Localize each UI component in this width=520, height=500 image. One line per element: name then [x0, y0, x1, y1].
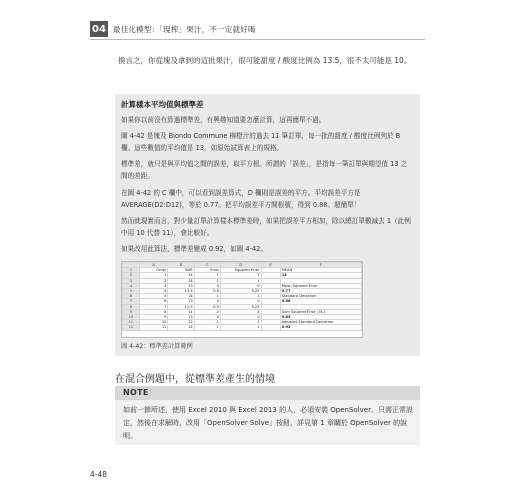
table-cell: 13 [168, 283, 194, 288]
note-header [115, 386, 420, 400]
table-cell: Sum Squared Error / N-1 [280, 309, 361, 314]
table-cell: 11 [139, 325, 168, 330]
row-header-cell: 10 [123, 315, 140, 320]
chapter-number-badge: 04 [90, 21, 108, 37]
row-header-cell: 8 [123, 304, 140, 309]
table-cell: 7 [139, 304, 168, 309]
sidebar-paragraph: 標準差，就只是與平均值之間的誤差，取平方根。所謂的「誤差」，是指每一筆訂單與期望值 13 之間的差距。 [121, 160, 408, 180]
column-header-cell: D [220, 263, 261, 268]
table-cell: 12 [168, 320, 194, 325]
sidebar-paragraph: 如果你以前沒有算過標準差，有興趣知道要怎麼計算，這再簡單不過。 [121, 116, 326, 124]
sidebar-paragraph: 如果改用此算法，標準差變成 0.92，如圖 4-42。 [121, 245, 267, 253]
sidebar-title: 計算樣本平均值與標準差 [121, 100, 204, 109]
table-cell: 1 [139, 273, 168, 278]
table-cell: 11 [168, 309, 194, 314]
table-cell: 1 [194, 325, 220, 330]
table-cell: 13 [168, 299, 194, 304]
table-cell: 10 [139, 320, 168, 325]
table-cell: 0 [220, 283, 261, 288]
intro-paragraph: 換言之，你從塊及拿到的這批果汁，很可能甜度 / 酸度比例為 13.5，很不太可能是 10。 [118, 56, 412, 65]
table-cell: 0.25 [220, 289, 261, 294]
row-header-cell: 6 [123, 294, 140, 299]
row-header-cell: 3 [123, 278, 140, 283]
row-header-cell: 4 [123, 283, 140, 288]
table-cell: 13 [168, 315, 194, 320]
table-cell: 8 [139, 309, 168, 314]
table-cell: Standard Deviation [280, 294, 361, 299]
table-cell: MEAN [280, 268, 361, 273]
table-cell: Order [139, 268, 168, 273]
row-header-cell: 12 [123, 325, 140, 330]
table-cell: 0 [194, 299, 220, 304]
chapter-title: 最佳化模型：「現榨」果汁，不一定就好喝 [113, 24, 256, 34]
table-cell: 0 [194, 283, 220, 288]
table-cell: 4 [220, 309, 261, 314]
page-number: 4-48 [90, 470, 108, 479]
row-header-cell: 2 [123, 273, 140, 278]
column-header-cell: B [168, 263, 194, 268]
row-header-cell: 1 [123, 268, 140, 273]
chapter-header [90, 20, 256, 38]
table-cell: BAR [168, 268, 194, 273]
figure-caption: 圖 4-42：標準差計算範例 [121, 343, 193, 350]
column-header-cell: F [280, 263, 361, 268]
table-cell: 0.85 [280, 315, 361, 320]
table-cell: 6 [139, 299, 168, 304]
table-cell: Mean Squared Error [280, 283, 361, 288]
table-cell: 4 [139, 289, 168, 294]
table-cell: -0.5 [194, 304, 220, 309]
row-header-cell: 7 [123, 299, 140, 304]
column-header-cell: E [261, 263, 280, 268]
spreadsheet-table [122, 262, 362, 331]
table-cell: 0.88 [280, 299, 361, 304]
table-cell: -1 [194, 320, 220, 325]
table-cell: 0.5 [194, 289, 220, 294]
table-cell: 3 [139, 283, 168, 288]
sidebar-paragraph: 圖 4-42 是塊及 Biondo Commune 柳橙汁的過去 11 筆訂單，每一批的甜度 / 酸度比例列於 B 欄。這些數值的平均值是 13，如原始試算表上的規格。 [121, 132, 401, 152]
note-box [115, 400, 420, 445]
header-divider [90, 39, 425, 40]
table-cell: 0 [194, 315, 220, 320]
table-cell: 1 [220, 273, 261, 278]
section-heading: 在混合例題中，從標準差產生的情境 [115, 374, 275, 385]
table-cell: Error [194, 268, 220, 273]
table-row [123, 325, 362, 330]
table-cell: 1 [220, 320, 261, 325]
table-cell: 14 [168, 325, 194, 330]
table-cell: 2 [139, 278, 168, 283]
table-cell: 1 [220, 278, 261, 283]
row-header-cell: 5 [123, 289, 140, 294]
table-cell: 14 [168, 273, 194, 278]
row-header-cell: 9 [123, 309, 140, 314]
row-header-cell: 11 [123, 320, 140, 325]
sidebar-paragraph: 在圖 4-42 的 C 欄中，可以看到誤差算式，D 欄則是誤差的平方。平均誤差平方是 AVERAGE(D2:D12)，等於 0.77。把平均誤差平方開根號，得到 0.88。超簡單！ [121, 189, 361, 209]
table-cell: 0 [220, 315, 261, 320]
sidebar-box [115, 94, 420, 356]
table-cell: 13 [280, 273, 361, 278]
table-cell [261, 325, 280, 330]
column-header-cell: A [139, 263, 168, 268]
table-cell: 0.25 [220, 304, 261, 309]
spreadsheet-figure [121, 261, 363, 338]
table-cell: 0.77 [280, 289, 361, 294]
table-cell: 9 [139, 315, 168, 320]
note-label: NOTE [123, 388, 149, 397]
table-cell: 1 [194, 294, 220, 299]
table-cell: 1 [220, 325, 261, 330]
table-cell: 1 [220, 294, 261, 299]
table-cell: 1 [194, 278, 220, 283]
table-cell: Adjusted Standard Deviation [280, 320, 361, 325]
note-text: 如前一節所述，使用 Excel 2010 與 Excel 2013 的人，必須安裝 OpenSolver。只需正常設定，然後在求解時，改用「OpenSolver Solve」按鈕，詳見第 1 章關於 OpenSolver 的說明。 [123, 406, 413, 440]
table-cell: 12.5 [168, 304, 194, 309]
table-cell: 1 [194, 273, 220, 278]
table-cell: 0.92 [280, 325, 361, 330]
table-cell: 5 [139, 294, 168, 299]
table-cell: Squared Error [220, 268, 261, 273]
column-header-cell: C [194, 263, 220, 268]
table-cell: -2 [194, 309, 220, 314]
sidebar-paragraph: 然而就現實而言，對少量訂單計算樣本標準差時，如果把誤差平方相加，除以總訂單數減去 1（此例中用 10 代替 11），會比較好。 [121, 217, 411, 237]
table-cell: 14 [168, 294, 194, 299]
table-cell: 14 [168, 278, 194, 283]
table-cell: 0 [220, 299, 261, 304]
table-cell: 13.5 [168, 289, 194, 294]
